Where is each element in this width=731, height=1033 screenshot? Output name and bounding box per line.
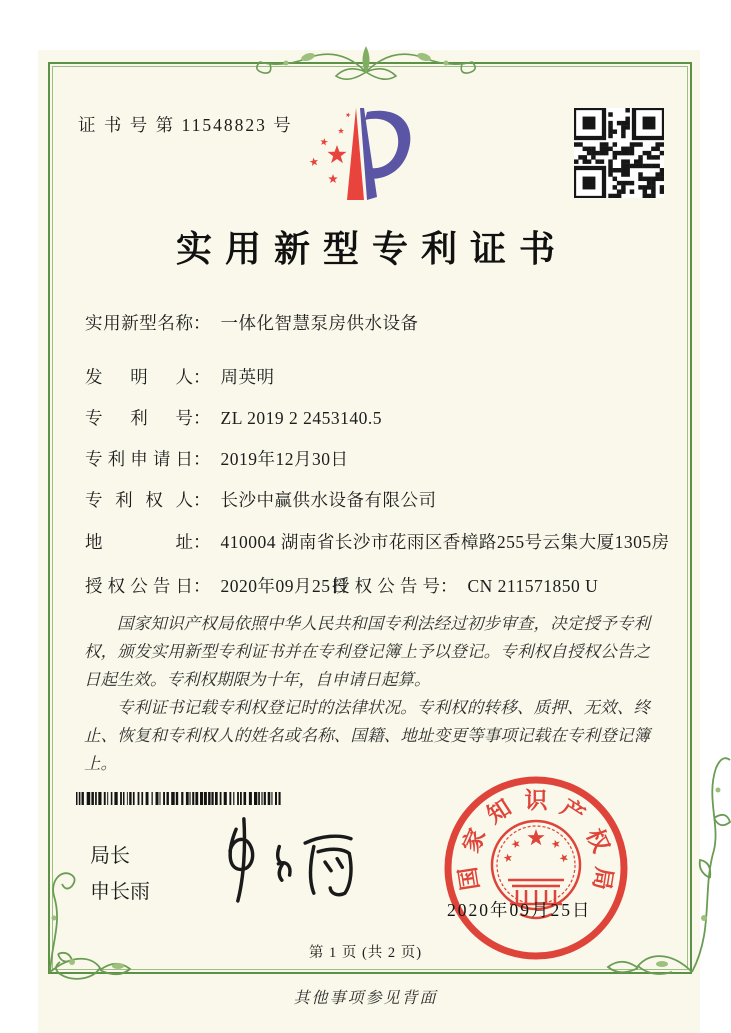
field-value: 长沙中赢供水设备有限公司	[220, 490, 437, 510]
svg-text:知: 知	[482, 794, 516, 829]
official-seal-icon	[438, 772, 634, 968]
grant-number-value: CN 211571850 U	[467, 576, 599, 596]
field-row: 实用新型名称： 一体化智慧泵房供水设备	[85, 310, 419, 335]
signature-icon	[196, 812, 366, 907]
back-note: 其他事项参见背面	[293, 990, 438, 1007]
field-value: 周英明	[220, 367, 275, 387]
svg-text:家: 家	[458, 824, 491, 857]
grant-date-value: 2020年09月25日	[220, 576, 349, 596]
field-label: 专利号	[85, 408, 193, 428]
seal-date: 2020年09月25日	[447, 900, 592, 920]
field-label: 专利权人	[85, 490, 193, 510]
field-label: 实用新型名称	[85, 313, 193, 333]
field-value: 一体化智慧泵房供水设备	[220, 313, 419, 333]
director-title: 局长	[90, 845, 130, 867]
certificate-number: 证 书 号 第 11548823 号	[78, 115, 293, 135]
field-row: 专利权人： 长沙中赢供水设备有限公司	[85, 487, 437, 512]
barcode-icon	[76, 792, 284, 805]
grant-number-group: 授权公告号： CN 211571850 U	[332, 573, 598, 598]
field-row: 专利号： ZL 2019 2 2453140.5	[85, 405, 382, 430]
field-value: 2019年12月30日	[220, 449, 349, 469]
legal-paragraph-1: 国家知识产权局依照中华人民共和国专利法经过初步审查，决定授予专利权，颁发实用新型专利证书并在专利登记簿上予以登记。专利权自授权公告之日起生效。专利权期限为十年，自申请日起算。	[84, 614, 650, 689]
page-number: 第 1 页 (共 2 页)	[308, 945, 423, 961]
grant-number-label: 授权公告号	[332, 576, 440, 596]
certificate-title: 实用新型专利证书	[175, 229, 568, 269]
svg-text:国: 国	[455, 865, 484, 892]
cnipa-logo-icon	[293, 100, 448, 208]
field-label: 地址	[85, 532, 193, 552]
field-row: 专利申请日： 2019年12月30日	[85, 446, 349, 471]
legal-paragraph-2: 专利证书记载专利权登记时的法律状况。专利权的转移、质押、无效、终止、恢复和专利权人的姓名或名称、国籍、地址变更等事项记载在专利登记簿上。	[84, 698, 650, 773]
field-value: ZL 2019 2 2453140.5	[220, 408, 382, 428]
barcode-bars	[76, 792, 281, 805]
svg-text:权: 权	[581, 824, 614, 857]
director-block	[90, 838, 150, 910]
field-label: 发明人	[85, 367, 193, 387]
svg-text:产: 产	[556, 794, 590, 829]
field-label: 专利申请日	[85, 449, 193, 469]
qr-code-icon	[574, 108, 664, 198]
field-row: 发明人： 周英明	[85, 364, 275, 389]
legal-text	[84, 610, 650, 778]
svg-text:局: 局	[588, 865, 617, 892]
grant-date-label: 授权公告日	[85, 576, 193, 596]
qr-modules	[574, 108, 664, 198]
director-name: 申长雨	[90, 881, 150, 903]
field-row: 地址： 410004 湖南省长沙市花雨区香樟路255号云集大厦1305房	[85, 529, 670, 554]
grant-date-group: 授权公告日： 2020年09月25日	[85, 576, 349, 596]
svg-text:识: 识	[524, 788, 548, 813]
field-value: 410004 湖南省长沙市花雨区香樟路255号云集大厦1305房	[220, 532, 670, 552]
grant-row	[85, 573, 599, 598]
